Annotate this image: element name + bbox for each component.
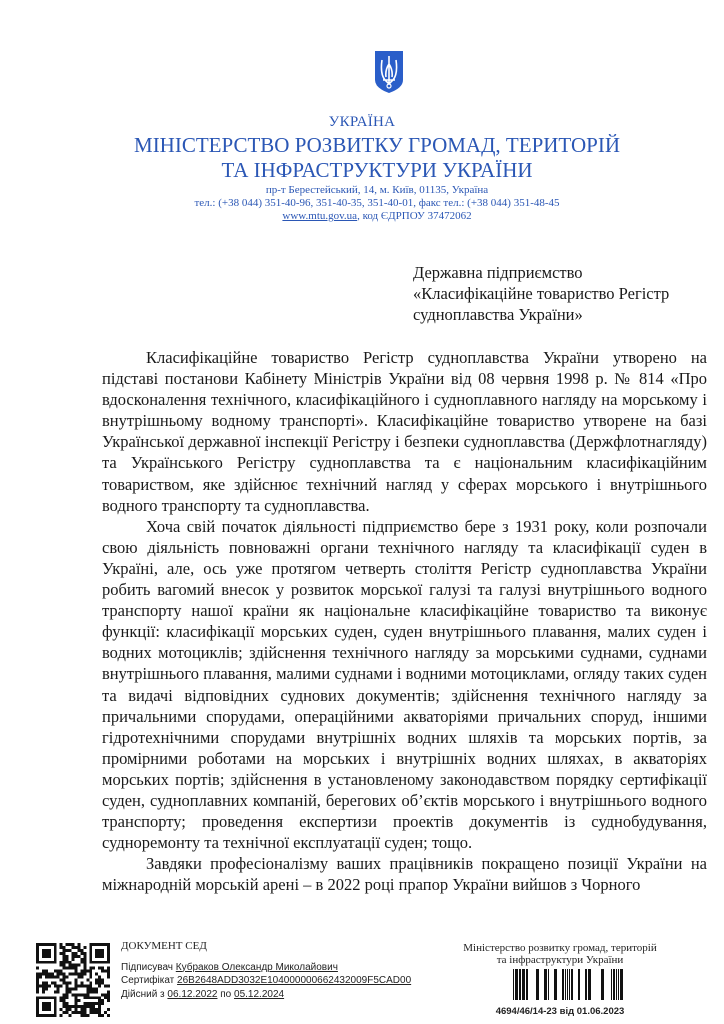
ministry-name-line2: ТА ІНФРАСТРУКТУРИ УКРАЇНИ (221, 158, 533, 182)
valid-to-label: по (217, 988, 235, 1000)
qr-code-icon (36, 943, 110, 1017)
certificate-label: Сертифікат (121, 975, 178, 986)
certificate-row (121, 974, 411, 988)
body-paragraph: Хоча свій початок діяльності підприємство бере з 1931 року, коли розпочали свою діяльність повноважні органи технічного нагляду та класифікації суден в Україні, але, ось уже протягом четверть століття Регістр судноплавства України робить вагомий внесок у розвиток морської галузі та галузі внутрішнього водного транспорту нашої країни як національне класифікаційне товариство та виконує функції: класифікації морських суден, суден внутрішнього плавання, малих суден і водних мотоциклів; здійснення технічного нагляду за морськими суднами, суднами внутрішнього плавання, малими суднами і водними мотоциклами, огляду таких суден та видачі відповідних суднових документів; здійснення технічного нагляду за причальними спорудами, операційними акваторіями причальних споруд, іншими гідротехнічними спорудами внутрішніх водних шляхів та морських портів, за промірними роботами на морських і внутрішніх водних шляхах, в акваторіях морських портів; здійснення в установленому законодавством порядку сертифікації суден, судноплавних компаній, берегових об’єктів морського і внутрішнього водного транспорту; проведення експертизи проектів документів із суднобудування, судноремонту та технічної експлуатації суден; тощо. (102, 516, 707, 853)
barcode-icon (513, 969, 623, 1000)
signer-row (121, 961, 411, 975)
registration-number: 4694/46/14-23 від 01.06.2023 (495, 1006, 625, 1017)
validity-row (121, 988, 411, 1002)
ministry-address: пр-т Берестейський, 14, м. Київ, 01135, Україна (265, 184, 489, 196)
addressee-block (413, 262, 703, 325)
addressee-line: Державна підприємство (413, 263, 583, 282)
body-paragraph: Класифікаційне товариство Регістр судноплавства України утворено на підставі постанови Кабінету Міністрів України від 08 червня 1998 р. № 814 «Про вдосконалення технічного, класифікаційного і судноплавного нагляду на морському і внутрішньому водному транспорті». Класифікаційне товариство утворене на базі Української державної інспекції Регістру і безпеки судноплавства (Держфлотнагляду) та Українського Регістру судноплавства та є національним класифікаційним товариством, яке здійснює технічний нагляд у сферах морського і внутрішнього водного транспорту та судноплавства. (102, 348, 707, 515)
letter-body (102, 347, 707, 895)
edrpou-code: , код ЄДРПОУ 37472062 (357, 210, 472, 222)
valid-from-date: 06.12.2022 (167, 988, 218, 1000)
registration-org (460, 942, 660, 966)
body-paragraph: Завдяки професіоналізму ваших працівників покращено позиції України на міжнародній морській арені – в 2022 році прапор України вийшов з Чорного (102, 854, 707, 895)
sed-title: ДОКУМЕНТ СЕД (121, 940, 207, 952)
ministry-name-line1: МІНІСТЕРСТВО РОЗВИТКУ ГРОМАД, ТЕРИТОРІЙ (134, 133, 620, 157)
registration-org-line2: та інфраструктури України (496, 954, 624, 966)
addressee-line: судноплавства України» (413, 305, 583, 324)
certificate-value: 26B2648ADD3032E10400000066243​2009F5CAD00 (177, 975, 412, 986)
country-name: УКРАЇНА (328, 114, 396, 130)
electronic-signature-block (121, 940, 411, 1001)
website-link[interactable]: www.mtu.gov.ua (282, 210, 358, 222)
signer-name: Кубраков Олександр Миколайович (175, 961, 338, 973)
registration-org-line1: Міністерство розвитку громад, територій (463, 942, 657, 954)
ministry-web-edrpou (0, 210, 724, 222)
valid-to-date: 05.12.2024 (234, 988, 285, 1000)
addressee-line: «Класифікаційне товариство Регістр (413, 284, 670, 303)
ukraine-trident-emblem-icon (374, 50, 404, 94)
valid-from-label: Дійсний з (121, 988, 168, 1000)
ministry-phones: тел.: (+38 044) 351-40-96, 351-40-35, 351-40-01, факс тел.: (+38 044) 351-48-45 (194, 197, 560, 209)
signer-label: Підписувач (121, 961, 176, 973)
